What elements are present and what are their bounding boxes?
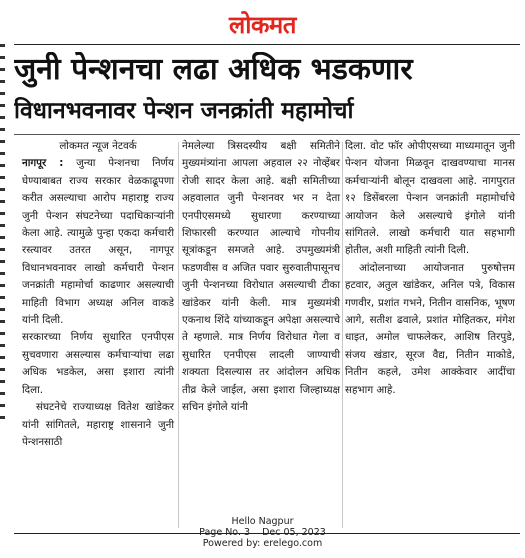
top-rule	[14, 44, 520, 45]
dateline: नागपूर :	[22, 157, 64, 170]
newspaper-logo: लोकमत	[229, 11, 296, 39]
article-column-2	[182, 138, 340, 417]
page-info: Page No. 3 Dec 05, 2023	[199, 527, 326, 538]
headline: जुनी पेन्शनचा लढा अधिक भडकणार	[14, 52, 413, 87]
subheadline: विधानभवनावर पेन्शन जनक्रांती महामोर्चा	[14, 98, 354, 124]
article-paragraph: सरकारच्या निर्णय सुधारित एनपीएस सुचवणारा असल्यास कर्मचाऱ्यांचा लढा अधिक भडकेल, असा इशारा त्यांनी दिला.	[22, 331, 174, 396]
article-column-3	[345, 138, 515, 399]
article-column-1	[22, 138, 174, 451]
powered-by: Powered by: erelego.com	[202, 538, 323, 549]
article-paragraph: संघटनेचे राज्याध्यक्ष वितेश खांडेकर यांनी सांगितले, महाराष्ट्र शासनाने जुनी पेन्शनसाठी	[22, 401, 174, 448]
subheadline-rule	[14, 134, 520, 135]
edition-name: Hello Nagpur	[231, 516, 294, 527]
byline: लोकमत न्यूज नेटवर्क	[59, 140, 137, 152]
article-paragraph: नेमलेल्या त्रिसदस्यीय बक्षी समितीने मुख्यमंत्र्यांना आपला अहवाल २२ नोव्हेंबर रोजी सादर केला आहे. बक्षी समितीच्या अहवालात जुनी पेन्शनवर भर न देता एनपीएसमध्ये सुधारणा करण्याच्या शिफारसी करण्यात आल्याचे गोपनीय सूत्रांकडून समजते आहे. उपमुख्यमंत्री फडणवीस व अजित पवार सुरुवातीपासूनच जुनी पेन्शनच्या विरोधात असल्याची टीका खांडेकर यांनी केली. मात्र मुख्यमंत्री एकनाथ शिंदे यांच्याकडून अपेक्षा असल्याचे ते म्हणाले. मात्र निर्णय विरोधात गेला व सुधारित एनपीएस लादली जाण्याची शक्यता दिसल्यास तर आंदोलन अधिक तीव्र केले जाईल, असा इशारा जिल्हाध्यक्ष सचिन इंगोले यांनी	[182, 140, 340, 414]
column-divider	[178, 142, 179, 528]
column-divider	[342, 142, 343, 528]
article-paragraph: आंदोलनाच्या आयोजनात पुरुषोत्तम हटवार, अतुल खांडेकर, अनिल पत्रे, विकास गणवीर, प्रशांत गभने, नितीन वासनिक, भूषण आगे, सतीश ढवाले, प्रशांत मोहितकर, मंगेश धाइत, अमोल चाफलेकर, आशिष तिरपुडे, संजय खंडार, सूरज वैद्य, नितीन माकोडे, नितीन कहले, उमेश आक्केवार आदींचा सहभाग आहे.	[345, 261, 515, 396]
page-edge-marks	[0, 44, 6, 524]
page-footer	[0, 516, 525, 549]
article-paragraph: दिला. वोट फॉर ओपीएसच्या माध्यमातून जुनी पेन्शन योजना मिळवून दाखवण्याचा मानस कर्मचाऱ्यांनी बोलून दाखवला आहे. नागपुरात १२ डिसेंबरला पेन्शन जनक्रांती महामोर्चाचे आयोजन केले असल्याचे इंगोले यांनी सांगितले. लाखो कर्मचारी यात सहभागी होतील, अशी माहिती त्यांनी दिली.	[345, 140, 515, 257]
article-paragraph: नागपूर : जुन्या पेन्शनचा निर्णय घेण्याबाबत राज्य सरकार वेळकाढूपणा करीत असल्याचा आरोप महाराष्ट्र राज्य जुनी पेन्शन संघटनेच्या पदाधिकाऱ्यांनी केला आहे. त्यामुळे पुन्हा एकदा कर्मचारी रस्त्यावर उतरत असून, नागपूर विधानभवनावर लाखो कर्मचारी पेन्शन जनक्रांती महामोर्चा काढणार असल्याची माहिती विभाग अध्यक्ष अनिल वाकडे यांनी दिली.	[22, 157, 174, 327]
